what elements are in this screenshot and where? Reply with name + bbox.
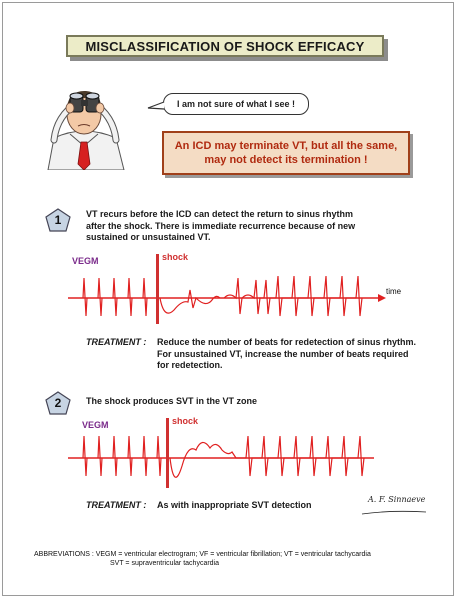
shock-label-1: shock	[162, 252, 189, 262]
key-message-callout	[162, 131, 410, 175]
section-2-text: The shock produces SVT in the VT zone	[86, 396, 258, 406]
section-1-line-2: after the shock. There is immediate recurrence because of new	[86, 220, 356, 231]
callout-line-2: may not detect its termination !	[204, 154, 368, 166]
section-1-line-1: VT recurs before the ICD can detect the return to sinus rhythm	[86, 209, 354, 219]
callout-line-1: An ICD may terminate VT, but all the same,	[174, 140, 398, 152]
time-label-1: time	[386, 287, 402, 296]
ecg-trace-2	[60, 414, 410, 494]
abbreviations-line-2: SVT = supraventricular tachycardia	[110, 560, 220, 567]
section-2-badge	[45, 391, 71, 415]
section-1-line-3: sustained or unsustained VT.	[86, 232, 211, 242]
abbreviations-line-1: ABBREVIATIONS : VEGM = ventricular electrogram; VF = ventricular fibrillation; VT = ventricular tachycardia	[34, 551, 371, 558]
ecg-trace-1	[60, 248, 410, 328]
treatment-label-1: TREATMENT :	[86, 337, 147, 347]
speech-bubble-tail	[146, 100, 166, 112]
time-axis-arrow-1	[378, 294, 386, 302]
treatment-1-line-2: For unsustained VT, increase the number of beats required	[157, 348, 409, 359]
shock-marker-2	[166, 418, 169, 488]
doctor-binoculars-illustration	[34, 74, 134, 170]
treatment-1-line-1: Reduce the number of beats for redetection of sinus rhythm.	[157, 337, 417, 347]
treatment-text-2: As with inappropriate SVT detection	[157, 500, 312, 510]
treatment-text-1	[157, 337, 452, 372]
section-1-text	[86, 209, 446, 244]
speech-bubble: I am not sure of what I see !	[163, 93, 309, 115]
abbreviations	[34, 550, 444, 568]
vegm-label-1: VEGM	[72, 256, 99, 266]
treatment-label-2: TREATMENT :	[86, 500, 147, 510]
vegm-label-2: VEGM	[82, 420, 109, 430]
page-title: MISCLASSIFICATION OF SHOCK EFFICACY	[66, 35, 384, 57]
signature-underline	[360, 508, 430, 516]
shock-marker-1	[156, 254, 159, 324]
section-2-number: 2	[54, 396, 62, 410]
treatment-1-line-3: for redetection.	[157, 360, 223, 370]
section-1-number: 1	[54, 213, 62, 227]
author-signature: A. F. Sinnaeve	[368, 495, 426, 504]
section-1-badge	[45, 208, 71, 232]
shock-label-2: shock	[172, 416, 199, 426]
